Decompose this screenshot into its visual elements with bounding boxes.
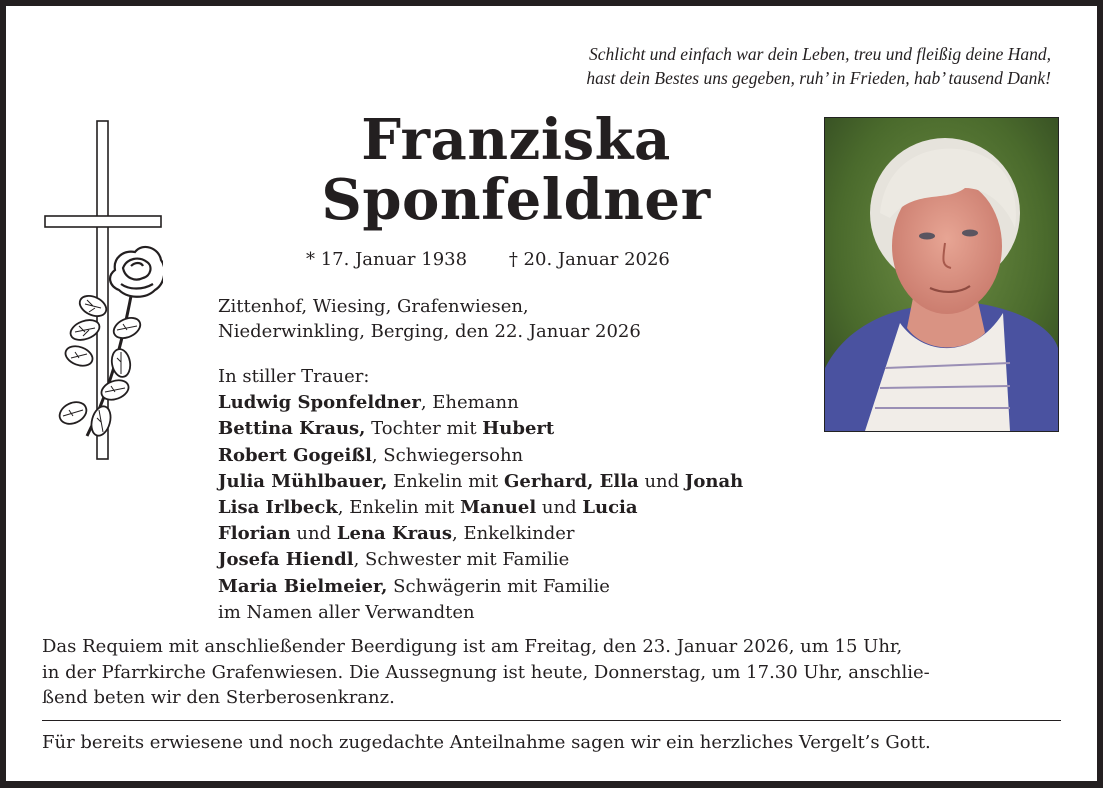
mourner-line: [218, 495, 743, 521]
mourners-list: [218, 364, 743, 626]
mourner-relation: und: [290, 523, 337, 545]
mourner-relation: Enkelin mit: [387, 470, 504, 492]
mourner-name: Lisa Irlbeck: [218, 497, 338, 519]
mourner-relation: im Namen aller Verwandten: [218, 601, 475, 623]
service-line-2: in der Pfarrkirche Grafenwiesen. Die Aussegnung ist heute, Donnerstag, um 17.30 Uhr, anschlie-: [42, 661, 930, 683]
thanks-note: Für bereits erwiesene und noch zugedachte Anteilnahme sagen wir ein herzliches Vergelt’s Gott.: [42, 732, 931, 753]
mourner-name: Hubert: [482, 418, 555, 440]
mourner-relation: und: [536, 497, 583, 519]
mourner-name: Julia Mühlbauer,: [218, 470, 388, 492]
portrait-photo: [824, 117, 1059, 432]
last-name: Sponfeldner: [321, 167, 711, 233]
mourner-line: [218, 469, 743, 495]
motto-verse: [351, 42, 1051, 90]
mourner-name: Maria Bielmeier,: [218, 575, 388, 597]
mourner-relation: , Enkelkinder: [452, 523, 575, 545]
mourner-line: [218, 547, 743, 573]
mourner-line: [218, 574, 743, 600]
mourner-name: Jonah: [684, 470, 744, 492]
service-line-3: ßend beten wir den Sterberosenkranz.: [42, 687, 395, 708]
portrait-image: [825, 118, 1058, 431]
motto-line-2: hast dein Bestes uns gegeben, ruh’ in Frieden, hab’ tausend Dank!: [586, 68, 1051, 88]
motto-line-1: Schlicht und einfach war dein Leben, treu und fleißig deine Hand,: [588, 44, 1051, 64]
cross-with-rose-icon: [43, 118, 163, 463]
mourner-relation: Tochter mit: [365, 418, 483, 440]
service-line-1: Das Requiem mit anschließender Beerdigung ist am Freitag, den 23. Januar 2026, um 15 Uhr,: [42, 636, 903, 657]
obituary-notice: [6, 6, 1097, 781]
mourner-name: Gerhard, Ella: [504, 470, 639, 492]
place-line-1: Zittenhof, Wiesing, Grafenwiesen,: [218, 296, 529, 317]
first-name: Franziska: [361, 107, 671, 173]
mourner-relation: , Enkelin mit: [337, 497, 461, 519]
death-date: † 20. Januar 2026: [508, 249, 670, 270]
mourner-relation: und: [638, 470, 685, 492]
divider: [42, 720, 1061, 721]
mourner-relation: , Schwiegersohn: [371, 444, 524, 466]
mourner-name: Ludwig Sponfeldner: [218, 392, 421, 414]
mourner-relation: Schwägerin mit Familie: [387, 575, 610, 597]
mourner-name: Josefa Hiendl: [218, 549, 354, 571]
service-announcement: [42, 634, 1062, 711]
place-line-2: Niederwinkling, Berging, den 22. Januar 2026: [218, 321, 641, 342]
mourner-name: Bettina Kraus,: [218, 418, 366, 440]
life-dates: [306, 249, 670, 271]
mourner-line: [218, 521, 743, 547]
place-and-date: [218, 294, 641, 344]
mourner-relation: , Schwester mit Familie: [353, 549, 570, 571]
mourner-lines: [218, 390, 743, 626]
deceased-name: [251, 107, 781, 233]
mourner-name: Lucia: [582, 497, 638, 519]
mourner-name: Robert Gogeißl: [218, 444, 372, 466]
mourner-line: [218, 416, 743, 442]
birth-date: * 17. Januar 1938: [306, 249, 468, 270]
mourners-heading: In stiller Trauer:: [218, 366, 370, 387]
mourner-name: Florian: [218, 523, 291, 545]
mourner-line: [218, 390, 743, 416]
mourner-line: [218, 443, 743, 469]
mourner-name: Lena Kraus: [336, 523, 452, 545]
mourner-relation: , Ehemann: [420, 392, 519, 414]
mourner-line: [218, 600, 743, 626]
mourner-name: Manuel: [460, 497, 537, 519]
